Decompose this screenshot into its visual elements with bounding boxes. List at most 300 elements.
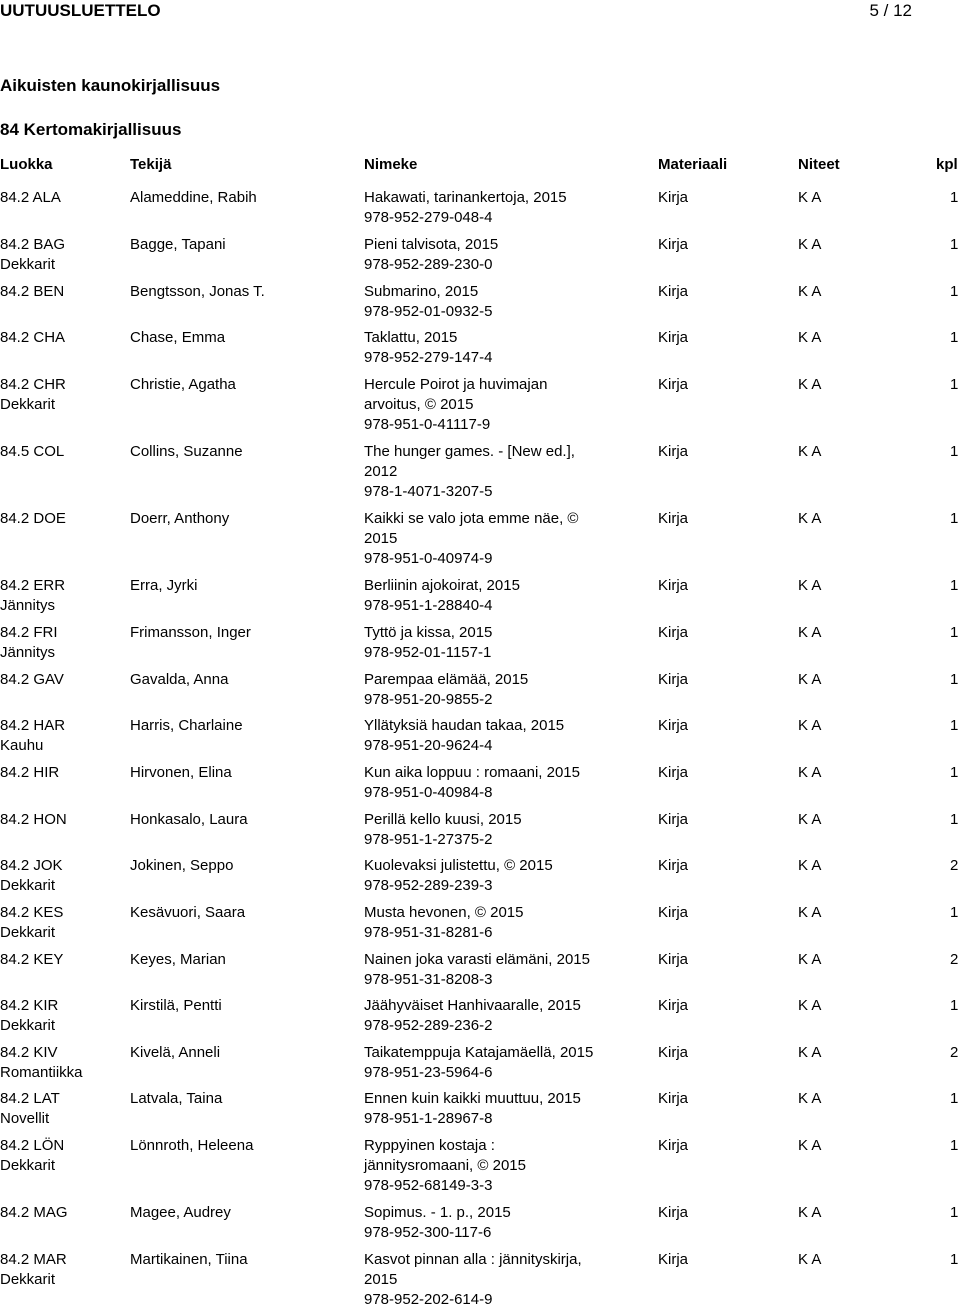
cell-nimeke <box>364 950 614 990</box>
count: 2 <box>950 1044 959 1061</box>
isbn: 978-952-289-239-3 <box>364 877 493 894</box>
cell-niteet <box>798 576 821 596</box>
cell-tekija <box>130 442 360 462</box>
cell-nimeke <box>364 1043 614 1083</box>
material: Kirja <box>658 283 689 300</box>
cell-niteet <box>798 1250 821 1270</box>
material: Kirja <box>658 671 689 688</box>
author: Latvala, Taina <box>130 1090 223 1107</box>
luokka-genre: Dekkarit <box>0 924 56 941</box>
cell-tekija <box>130 328 360 348</box>
cell-tekija <box>130 716 360 736</box>
title: Hakawati, tarinankertoja, 2015 <box>364 189 567 206</box>
copies-location: K A <box>798 624 822 641</box>
cell-niteet <box>798 442 821 462</box>
author: Chase, Emma <box>130 329 226 346</box>
copies-location: K A <box>798 577 822 594</box>
title: Ryppyinen kostaja : <box>364 1137 495 1154</box>
title-cont: 2015 <box>364 530 398 547</box>
count: 1 <box>950 577 959 594</box>
count: 1 <box>950 624 959 641</box>
cell-nimeke <box>364 1250 614 1310</box>
cell-tekija <box>130 670 360 690</box>
title-cont: arvoitus, © 2015 <box>364 396 474 413</box>
cell-niteet <box>798 903 821 923</box>
cell-luokka <box>0 1203 125 1223</box>
count: 1 <box>950 717 959 734</box>
cell-tekija <box>130 509 360 529</box>
copies-location: K A <box>798 1090 822 1107</box>
title: Hercule Poirot ja huvimajan <box>364 376 548 393</box>
cell-nimeke <box>364 996 614 1036</box>
author: Hirvonen, Elina <box>130 764 232 781</box>
cell-materiaali <box>658 810 688 830</box>
luokka-code: 84.2 HIR <box>0 764 60 781</box>
material: Kirja <box>658 1251 689 1268</box>
cell-nimeke <box>364 716 614 756</box>
cell-kpl <box>950 810 958 830</box>
cell-materiaali <box>658 950 688 970</box>
cell-luokka <box>0 576 125 616</box>
cell-nimeke <box>364 1089 614 1129</box>
isbn: 978-952-289-230-0 <box>364 256 493 273</box>
luokka-code: 84.2 BAG <box>0 236 66 253</box>
cell-nimeke <box>364 188 614 228</box>
author: Frimansson, Inger <box>130 624 251 641</box>
cell-nimeke <box>364 375 614 435</box>
material: Kirja <box>658 443 689 460</box>
cell-kpl <box>950 188 958 208</box>
col-header-materiaali: Materiaali <box>658 156 728 173</box>
author: Erra, Jyrki <box>130 577 198 594</box>
material: Kirja <box>658 717 689 734</box>
cell-niteet <box>798 950 821 970</box>
author: Kirstilä, Pentti <box>130 997 222 1014</box>
cell-kpl <box>950 1089 958 1109</box>
title: Kasvot pinnan alla : jännityskirja, <box>364 1251 582 1268</box>
cell-luokka <box>0 1136 125 1176</box>
author: Magee, Audrey <box>130 1204 231 1221</box>
title: Yllätyksiä haudan takaa, 2015 <box>364 717 565 734</box>
col-header-tekija: Tekijä <box>130 156 172 173</box>
luokka-code: 84.2 LÖN <box>0 1137 65 1154</box>
isbn: 978-952-279-147-4 <box>364 349 493 366</box>
cell-kpl <box>950 950 958 970</box>
cell-nimeke <box>364 576 614 616</box>
cell-materiaali <box>658 716 688 736</box>
cell-luokka <box>0 442 125 462</box>
cell-materiaali <box>658 1250 688 1270</box>
luokka-genre: Dekkarit <box>0 1017 56 1034</box>
cell-niteet <box>798 1089 821 1109</box>
cell-niteet <box>798 235 821 255</box>
cell-luokka <box>0 623 125 663</box>
isbn: 978-951-1-28840-4 <box>364 597 493 614</box>
cell-materiaali <box>658 903 688 923</box>
cell-tekija <box>130 856 360 876</box>
cell-niteet <box>798 623 821 643</box>
material: Kirja <box>658 189 689 206</box>
luokka-code: 84.2 JOK <box>0 857 63 874</box>
cell-luokka <box>0 188 125 208</box>
luokka-genre: Dekkarit <box>0 1271 56 1288</box>
luokka-genre: Kauhu <box>0 737 44 754</box>
copies-location: K A <box>798 189 822 206</box>
material: Kirja <box>658 904 689 921</box>
author: Martikainen, Tiina <box>130 1251 248 1268</box>
cell-tekija <box>130 903 360 923</box>
count: 1 <box>950 1204 959 1221</box>
copies-location: K A <box>798 764 822 781</box>
cell-luokka <box>0 763 125 783</box>
cell-nimeke <box>364 442 614 502</box>
cell-nimeke <box>364 282 614 322</box>
copies-location: K A <box>798 997 822 1014</box>
cell-niteet <box>798 375 821 395</box>
title: Musta hevonen, © 2015 <box>364 904 524 921</box>
luokka-code: 84.2 MAG <box>0 1204 68 1221</box>
cell-nimeke <box>364 810 614 850</box>
cell-materiaali <box>658 670 688 690</box>
count: 1 <box>950 764 959 781</box>
cell-tekija <box>130 235 360 255</box>
cell-luokka <box>0 903 125 943</box>
material: Kirja <box>658 510 689 527</box>
luokka-code: 84.2 KES <box>0 904 64 921</box>
title: Nainen joka varasti elämäni, 2015 <box>364 951 590 968</box>
title: Tyttö ja kissa, 2015 <box>364 624 493 641</box>
cell-luokka <box>0 509 125 529</box>
cell-tekija <box>130 810 360 830</box>
cell-kpl <box>950 282 958 302</box>
section-heading: Aikuisten kaunokirjallisuus <box>0 76 221 95</box>
material: Kirja <box>658 997 689 1014</box>
author: Kesävuori, Saara <box>130 904 246 921</box>
cell-kpl <box>950 375 958 395</box>
isbn: 978-952-279-048-4 <box>364 209 493 226</box>
subsection-heading: 84 Kertomakirjallisuus <box>0 120 182 139</box>
title: Taikatemppuja Katajamäellä, 2015 <box>364 1044 594 1061</box>
author: Honkasalo, Laura <box>130 811 248 828</box>
cell-kpl <box>950 328 958 348</box>
author: Lönnroth, Heleena <box>130 1137 254 1154</box>
cell-nimeke <box>364 903 614 943</box>
material: Kirja <box>658 857 689 874</box>
cell-materiaali <box>658 188 688 208</box>
author: Jokinen, Seppo <box>130 857 234 874</box>
cell-tekija <box>130 1043 360 1063</box>
author: Collins, Suzanne <box>130 443 243 460</box>
luokka-code: 84.2 BEN <box>0 283 65 300</box>
cell-kpl <box>950 509 958 529</box>
copies-location: K A <box>798 1137 822 1154</box>
title: Parempaa elämää, 2015 <box>364 671 529 688</box>
count: 2 <box>950 857 959 874</box>
count: 1 <box>950 1251 959 1268</box>
material: Kirja <box>658 811 689 828</box>
cell-materiaali <box>658 235 688 255</box>
cell-niteet <box>798 996 821 1016</box>
cell-tekija <box>130 1089 360 1109</box>
copies-location: K A <box>798 904 822 921</box>
cell-niteet <box>798 763 821 783</box>
cell-nimeke <box>364 509 614 569</box>
title: Kaikki se valo jota emme näe, © <box>364 510 579 527</box>
author: Kivelä, Anneli <box>130 1044 221 1061</box>
cell-luokka <box>0 1043 125 1083</box>
cell-niteet <box>798 670 821 690</box>
cell-luokka <box>0 810 125 830</box>
count: 2 <box>950 951 959 968</box>
title: Submarino, 2015 <box>364 283 479 300</box>
copies-location: K A <box>798 443 822 460</box>
cell-luokka <box>0 950 125 970</box>
author: Alameddine, Rabih <box>130 189 257 206</box>
count: 1 <box>950 236 959 253</box>
cell-kpl <box>950 856 958 876</box>
title: Jäähyväiset Hanhivaaralle, 2015 <box>364 997 581 1014</box>
cell-tekija <box>130 763 360 783</box>
luokka-code: 84.2 ERR <box>0 577 66 594</box>
cell-luokka <box>0 1089 125 1129</box>
title: Kuolevaksi julistettu, © 2015 <box>364 857 553 874</box>
isbn: 978-951-1-27375-2 <box>364 831 493 848</box>
count: 1 <box>950 997 959 1014</box>
luokka-code: 84.2 GAV <box>0 671 64 688</box>
material: Kirja <box>658 1090 689 1107</box>
luokka-genre: Dekkarit <box>0 396 56 413</box>
material: Kirja <box>658 624 689 641</box>
count: 1 <box>950 671 959 688</box>
luokka-genre: Dekkarit <box>0 1157 56 1174</box>
luokka-genre: Dekkarit <box>0 256 56 273</box>
cell-materiaali <box>658 442 688 462</box>
luokka-code: 84.2 FRI <box>0 624 58 641</box>
count: 1 <box>950 283 959 300</box>
isbn: 978-951-0-40984-8 <box>364 784 493 801</box>
title-cont: jännitysromaani, © 2015 <box>364 1157 526 1174</box>
author: Harris, Charlaine <box>130 717 243 734</box>
cell-kpl <box>950 623 958 643</box>
luokka-genre: Jännitys <box>0 597 56 614</box>
isbn: 978-951-23-5964-6 <box>364 1064 493 1081</box>
cell-materiaali <box>658 282 688 302</box>
cell-materiaali <box>658 996 688 1016</box>
cell-tekija <box>130 623 360 643</box>
luokka-genre: Dekkarit <box>0 877 56 894</box>
col-header-luokka: Luokka <box>0 156 53 173</box>
title: Pieni talvisota, 2015 <box>364 236 499 253</box>
copies-location: K A <box>798 1251 822 1268</box>
cell-niteet <box>798 1203 821 1223</box>
isbn: 978-951-31-8208-3 <box>364 971 493 988</box>
cell-nimeke <box>364 328 614 368</box>
material: Kirja <box>658 1044 689 1061</box>
copies-location: K A <box>798 717 822 734</box>
luokka-code: 84.2 DOE <box>0 510 66 527</box>
cell-luokka <box>0 282 125 302</box>
cell-materiaali <box>658 763 688 783</box>
cell-niteet <box>798 509 821 529</box>
count: 1 <box>950 189 959 206</box>
cell-kpl <box>950 670 958 690</box>
luokka-code: 84.2 KEY <box>0 951 64 968</box>
cell-kpl <box>950 716 958 736</box>
author: Bagge, Tapani <box>130 236 226 253</box>
isbn: 978-952-01-0932-5 <box>364 303 493 320</box>
cell-tekija <box>130 1136 360 1156</box>
cell-niteet <box>798 1136 821 1156</box>
cell-niteet <box>798 328 821 348</box>
cell-materiaali <box>658 576 688 596</box>
isbn: 978-952-202-614-9 <box>364 1291 493 1308</box>
cell-tekija <box>130 188 360 208</box>
cell-luokka <box>0 1250 125 1290</box>
isbn: 978-952-68149-3-3 <box>364 1177 493 1194</box>
cell-kpl <box>950 996 958 1016</box>
col-header-kpl: kpl <box>936 156 958 173</box>
copies-location: K A <box>798 329 822 346</box>
cell-materiaali <box>658 1136 688 1156</box>
isbn: 978-952-01-1157-1 <box>364 644 492 661</box>
copies-location: K A <box>798 1044 822 1061</box>
cell-kpl <box>950 576 958 596</box>
cell-materiaali <box>658 856 688 876</box>
luokka-code: 84.2 MAR <box>0 1251 67 1268</box>
luokka-genre: Jännitys <box>0 644 56 661</box>
luokka-code: 84.2 CHR <box>0 376 66 393</box>
material: Kirja <box>658 1137 689 1154</box>
cell-nimeke <box>364 1136 614 1196</box>
material: Kirja <box>658 1204 689 1221</box>
cell-nimeke <box>364 856 614 896</box>
copies-location: K A <box>798 376 822 393</box>
col-header-niteet: Niteet <box>798 156 840 173</box>
cell-niteet <box>798 282 821 302</box>
cell-kpl <box>950 1043 958 1063</box>
material: Kirja <box>658 577 689 594</box>
copies-location: K A <box>798 671 822 688</box>
cell-nimeke <box>364 1203 614 1243</box>
luokka-code: 84.2 ALA <box>0 189 61 206</box>
cell-niteet <box>798 716 821 736</box>
cell-materiaali <box>658 1043 688 1063</box>
luokka-code: 84.2 LAT <box>0 1090 60 1107</box>
cell-nimeke <box>364 623 614 663</box>
luokka-genre: Novellit <box>0 1110 50 1127</box>
cell-niteet <box>798 810 821 830</box>
copies-location: K A <box>798 951 822 968</box>
cell-luokka <box>0 375 125 415</box>
isbn: 978-951-20-9624-4 <box>364 737 493 754</box>
cell-materiaali <box>658 623 688 643</box>
isbn: 978-951-31-8281-6 <box>364 924 493 941</box>
cell-luokka <box>0 328 125 348</box>
material: Kirja <box>658 376 689 393</box>
col-header-nimeke: Nimeke <box>364 156 418 173</box>
author: Bengtsson, Jonas T. <box>130 283 265 300</box>
cell-tekija <box>130 996 360 1016</box>
cell-luokka <box>0 716 125 756</box>
cell-materiaali <box>658 375 688 395</box>
material: Kirja <box>658 236 689 253</box>
cell-kpl <box>950 1203 958 1223</box>
title: Sopimus. - 1. p., 2015 <box>364 1204 511 1221</box>
count: 1 <box>950 510 959 527</box>
title: Berliinin ajokoirat, 2015 <box>364 577 520 594</box>
luokka-genre: Romantiikka <box>0 1064 83 1081</box>
copies-location: K A <box>798 811 822 828</box>
luokka-code: 84.2 KIR <box>0 997 59 1014</box>
copies-location: K A <box>798 283 822 300</box>
cell-luokka <box>0 856 125 896</box>
cell-kpl <box>950 1136 958 1156</box>
page-number: 5 / 12 <box>869 1 912 20</box>
copies-location: K A <box>798 236 822 253</box>
cell-luokka <box>0 235 125 275</box>
cell-nimeke <box>364 235 614 275</box>
cell-nimeke <box>364 670 614 710</box>
cell-tekija <box>130 1203 360 1223</box>
cell-tekija <box>130 950 360 970</box>
author: Doerr, Anthony <box>130 510 230 527</box>
cell-niteet <box>798 188 821 208</box>
document-title: UUTUUSLUETTELO <box>0 1 161 20</box>
cell-kpl <box>950 442 958 462</box>
luokka-code: 84.2 HAR <box>0 717 66 734</box>
copies-location: K A <box>798 857 822 874</box>
count: 1 <box>950 811 959 828</box>
luokka-code: 84.2 KIV <box>0 1044 58 1061</box>
count: 1 <box>950 329 959 346</box>
cell-luokka <box>0 996 125 1036</box>
cell-kpl <box>950 1250 958 1270</box>
cell-tekija <box>130 282 360 302</box>
luokka-code: 84.5 COL <box>0 443 65 460</box>
cell-tekija <box>130 1250 360 1270</box>
author: Christie, Agatha <box>130 376 236 393</box>
count: 1 <box>950 904 959 921</box>
cell-nimeke <box>364 763 614 803</box>
title: Perillä kello kuusi, 2015 <box>364 811 522 828</box>
author: Keyes, Marian <box>130 951 226 968</box>
isbn: 978-952-300-117-6 <box>364 1224 492 1241</box>
luokka-code: 84.2 CHA <box>0 329 66 346</box>
isbn: 978-951-1-28967-8 <box>364 1110 493 1127</box>
material: Kirja <box>658 951 689 968</box>
title: The hunger games. - [New ed.], <box>364 443 575 460</box>
author: Gavalda, Anna <box>130 671 229 688</box>
count: 1 <box>950 1137 959 1154</box>
title-cont: 2015 <box>364 1271 398 1288</box>
count: 1 <box>950 376 959 393</box>
material: Kirja <box>658 329 689 346</box>
isbn: 978-951-20-9855-2 <box>364 691 493 708</box>
title-cont: 2012 <box>364 463 398 480</box>
title: Taklattu, 2015 <box>364 329 458 346</box>
cell-materiaali <box>658 1089 688 1109</box>
isbn: 978-951-0-40974-9 <box>364 550 493 567</box>
isbn: 978-951-0-41117-9 <box>364 416 491 433</box>
count: 1 <box>950 443 959 460</box>
copies-location: K A <box>798 1204 822 1221</box>
cell-niteet <box>798 1043 821 1063</box>
cell-tekija <box>130 375 360 395</box>
cell-kpl <box>950 763 958 783</box>
copies-location: K A <box>798 510 822 527</box>
cell-luokka <box>0 670 125 690</box>
isbn: 978-952-289-236-2 <box>364 1017 493 1034</box>
